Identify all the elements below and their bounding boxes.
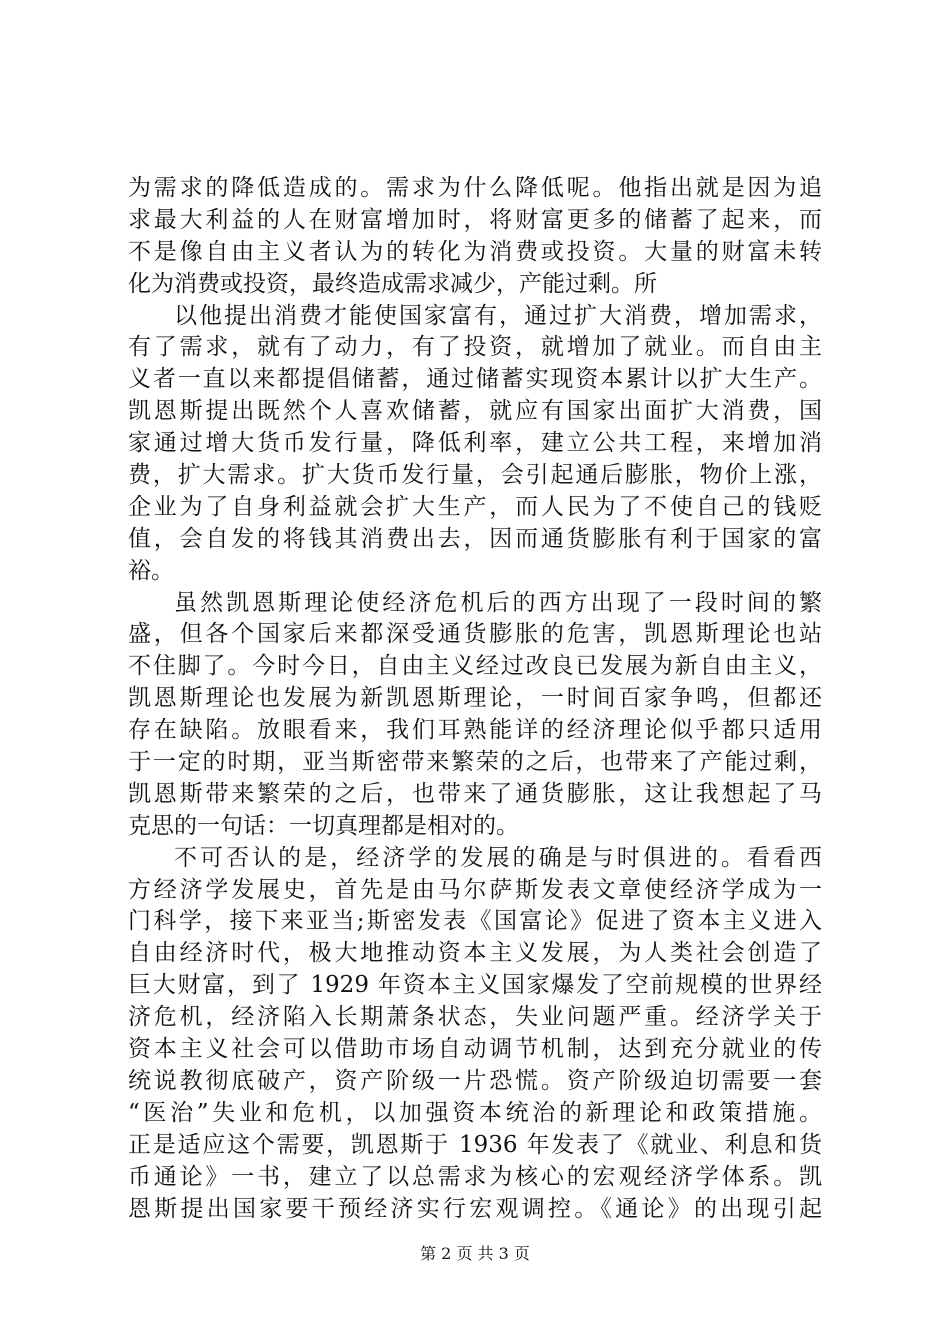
text-line: 凯恩斯带来繁荣的之后，也带来了通货膨胀，这让我想起了马 bbox=[128, 780, 822, 807]
text-line: 于一定的时期，亚当斯密带来繁荣的之后，也带来了产能过剩， bbox=[128, 749, 822, 776]
text-line: 资本主义社会可以借助市场自动调节机制，达到充分就业的传 bbox=[128, 1036, 822, 1063]
text-line: 值，会自发的将钱其消费出去，因而通货膨胀有利于国家的富 bbox=[128, 525, 822, 552]
text-line: 凯恩斯理论也发展为新凯恩斯理论，一时间百家争鸣，但都还 bbox=[128, 685, 822, 712]
text-line: 以他提出消费才能使国家富有，通过扩大消费，增加需求， bbox=[174, 302, 822, 329]
text-line: 家通过增大货币发行量，降低利率，建立公共工程，来增加消 bbox=[128, 430, 822, 457]
text-line: 克思的一句话：一切真理都是相对的。 bbox=[128, 812, 519, 839]
text-line: 求最大利益的人在财富增加时，将财富更多的储蓄了起来，而 bbox=[128, 206, 822, 233]
text-line: 正是适应这个需要，凯恩斯于 1936 年发表了《就业、利息和货 bbox=[128, 1131, 822, 1158]
document-body bbox=[128, 173, 822, 1225]
text-line: 恩斯提出国家要干预经济实行宏观调控。《通论》的出现引起 bbox=[128, 1195, 822, 1222]
text-line: 费，扩大需求。扩大货币发行量，会引起通后膨胀，物价上涨， bbox=[128, 462, 822, 489]
text-line: 门科学，接下来亚当;斯密发表《国富论》促进了资本主义进入 bbox=[128, 908, 822, 935]
text-line: 济危机，经济陷入长期萧条状态，失业问题严重。经济学关于 bbox=[128, 1004, 822, 1031]
page-number-footer: 第 2 页 共 3 页 bbox=[420, 1244, 530, 1263]
text-line: 凯恩斯提出既然个人喜欢储蓄，就应有国家出面扩大消费，国 bbox=[128, 398, 822, 425]
text-line: “医治”失业和危机，以加强资本统治的新理论和政策措施。 bbox=[128, 1099, 822, 1126]
text-line: 为需求的降低造成的。需求为什么降低呢。他指出就是因为追 bbox=[128, 175, 822, 201]
text-line: 化为消费或投资，最终造成需求减少，产能过剩。所 bbox=[128, 270, 657, 297]
text-line: 币通论》一书，建立了以总需求为核心的宏观经济学体系。凯 bbox=[128, 1163, 822, 1190]
text-line: 统说教彻底破产，资产阶级一片恐慌。资产阶级迫切需要一套 bbox=[128, 1067, 822, 1094]
text-line: 不住脚了。今时今日，自由主义经过改良已发展为新自由主义， bbox=[128, 653, 822, 680]
text-line: 不是像自由主义者认为的转化为消费或投资。大量的财富未转 bbox=[128, 238, 822, 265]
text-line: 盛，但各个国家后来都深受通货膨胀的危害，凯恩斯理论也站 bbox=[128, 621, 822, 648]
text-line: 巨大财富，到了 1929 年资本主义国家爆发了空前规模的世界经 bbox=[128, 972, 822, 999]
text-line: 自由经济时代，极大地推动资本主义发展，为人类社会创造了 bbox=[128, 940, 822, 967]
text-line: 裕。 bbox=[128, 557, 174, 584]
text-line: 不可否认的是，经济学的发展的确是与时俱进的。看看西 bbox=[174, 844, 822, 871]
text-line: 虽然凯恩斯理论使经济危机后的西方出现了一段时间的繁 bbox=[174, 589, 822, 616]
text-line: 存在缺陷。放眼看来，我们耳熟能详的经济理论似乎都只适用 bbox=[128, 717, 822, 744]
text-line: 有了需求，就有了动力，有了投资，就增加了就业。而自由主 bbox=[128, 334, 822, 361]
text-line: 企业为了自身利益就会扩大生产，而人民为了不使自己的钱贬 bbox=[128, 493, 822, 520]
text-line: 方经济学发展史，首先是由马尔萨斯发表文章使经济学成为一 bbox=[128, 876, 822, 903]
text-line: 义者一直以来都提倡储蓄，通过储蓄实现资本累计以扩大生产。 bbox=[128, 366, 822, 393]
